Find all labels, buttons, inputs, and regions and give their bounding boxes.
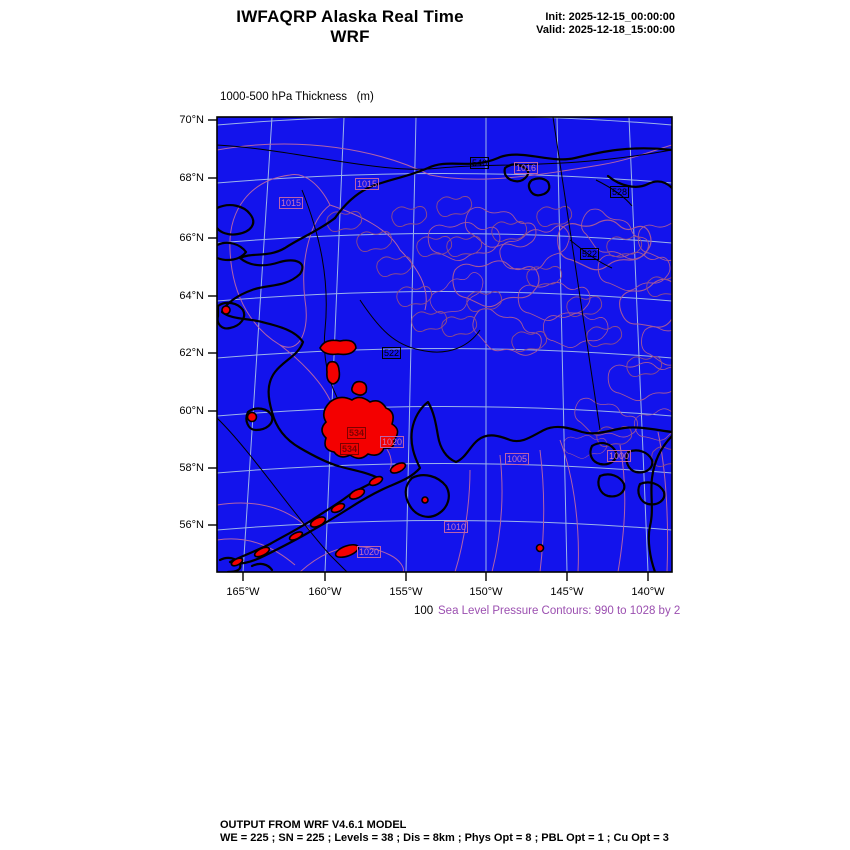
legend-line-thickness-1: 1000-500 hPa Thickness (m) xyxy=(220,91,374,103)
valid-time: Valid: 2025-12-18_15:00:00 xyxy=(536,24,675,36)
init-time: Init: 2025-12-15_00:00:00 xyxy=(545,11,675,23)
thickness-contour-label: 528 xyxy=(612,187,628,197)
caption-text: Sea Level Pressure Contours: 990 to 1028 by 2 xyxy=(438,605,681,617)
footer-line-config: WE = 225 ; SN = 225 ; Levels = 38 ; Dis = 8km ; Phys Opt = 8 ; PBL Opt = 1 ; Cu Opt = 3 xyxy=(220,832,669,844)
slp-contour-label: 1005 xyxy=(507,454,528,464)
slp-contour-label: 1020 xyxy=(359,547,380,557)
thickness-contour-label: 522 xyxy=(384,348,400,358)
slp-contour-label: 1016 xyxy=(516,163,537,173)
x-axis-label: 165°W xyxy=(226,586,260,598)
slp-contour-label: 1015 xyxy=(357,179,378,189)
map-background xyxy=(217,117,672,572)
y-axis-label: 64°N xyxy=(179,290,204,302)
y-axis-label: 68°N xyxy=(179,172,204,184)
y-axis-label: 66°N xyxy=(179,232,204,244)
y-axis-label: 56°N xyxy=(179,519,204,531)
footer xyxy=(220,819,669,845)
y-axis-label: 60°N xyxy=(179,405,204,417)
x-axis-label: 155°W xyxy=(389,586,423,598)
page-title: IWFAQRP Alaska Real Time WRF xyxy=(236,7,464,46)
y-axis-label: 70°N xyxy=(179,114,204,126)
thickness-contour-label: 522 xyxy=(582,249,598,259)
x-axis-label: 140°W xyxy=(631,586,665,598)
y-axis-label: 58°N xyxy=(179,462,204,474)
x-axis-label: 150°W xyxy=(469,586,503,598)
thickness-contour-label: 546 xyxy=(472,158,488,168)
slp-contour-label: 1015 xyxy=(281,198,302,208)
slp-contour-label: 1020 xyxy=(382,437,403,447)
footer-line-model: OUTPUT FROM WRF V4.6.1 MODEL xyxy=(220,819,407,831)
x-axis-label: 160°W xyxy=(308,586,342,598)
thickness-red-label: 534 xyxy=(342,444,358,454)
y-axis-label: 62°N xyxy=(179,347,204,359)
thickness-red-label: 534 xyxy=(349,428,365,438)
caption-prefix: 100 xyxy=(414,605,434,617)
slp-contour-label: 1000 xyxy=(609,451,630,461)
slp-contour-label: 1010 xyxy=(446,522,467,532)
x-axis-label: 145°W xyxy=(550,586,584,598)
